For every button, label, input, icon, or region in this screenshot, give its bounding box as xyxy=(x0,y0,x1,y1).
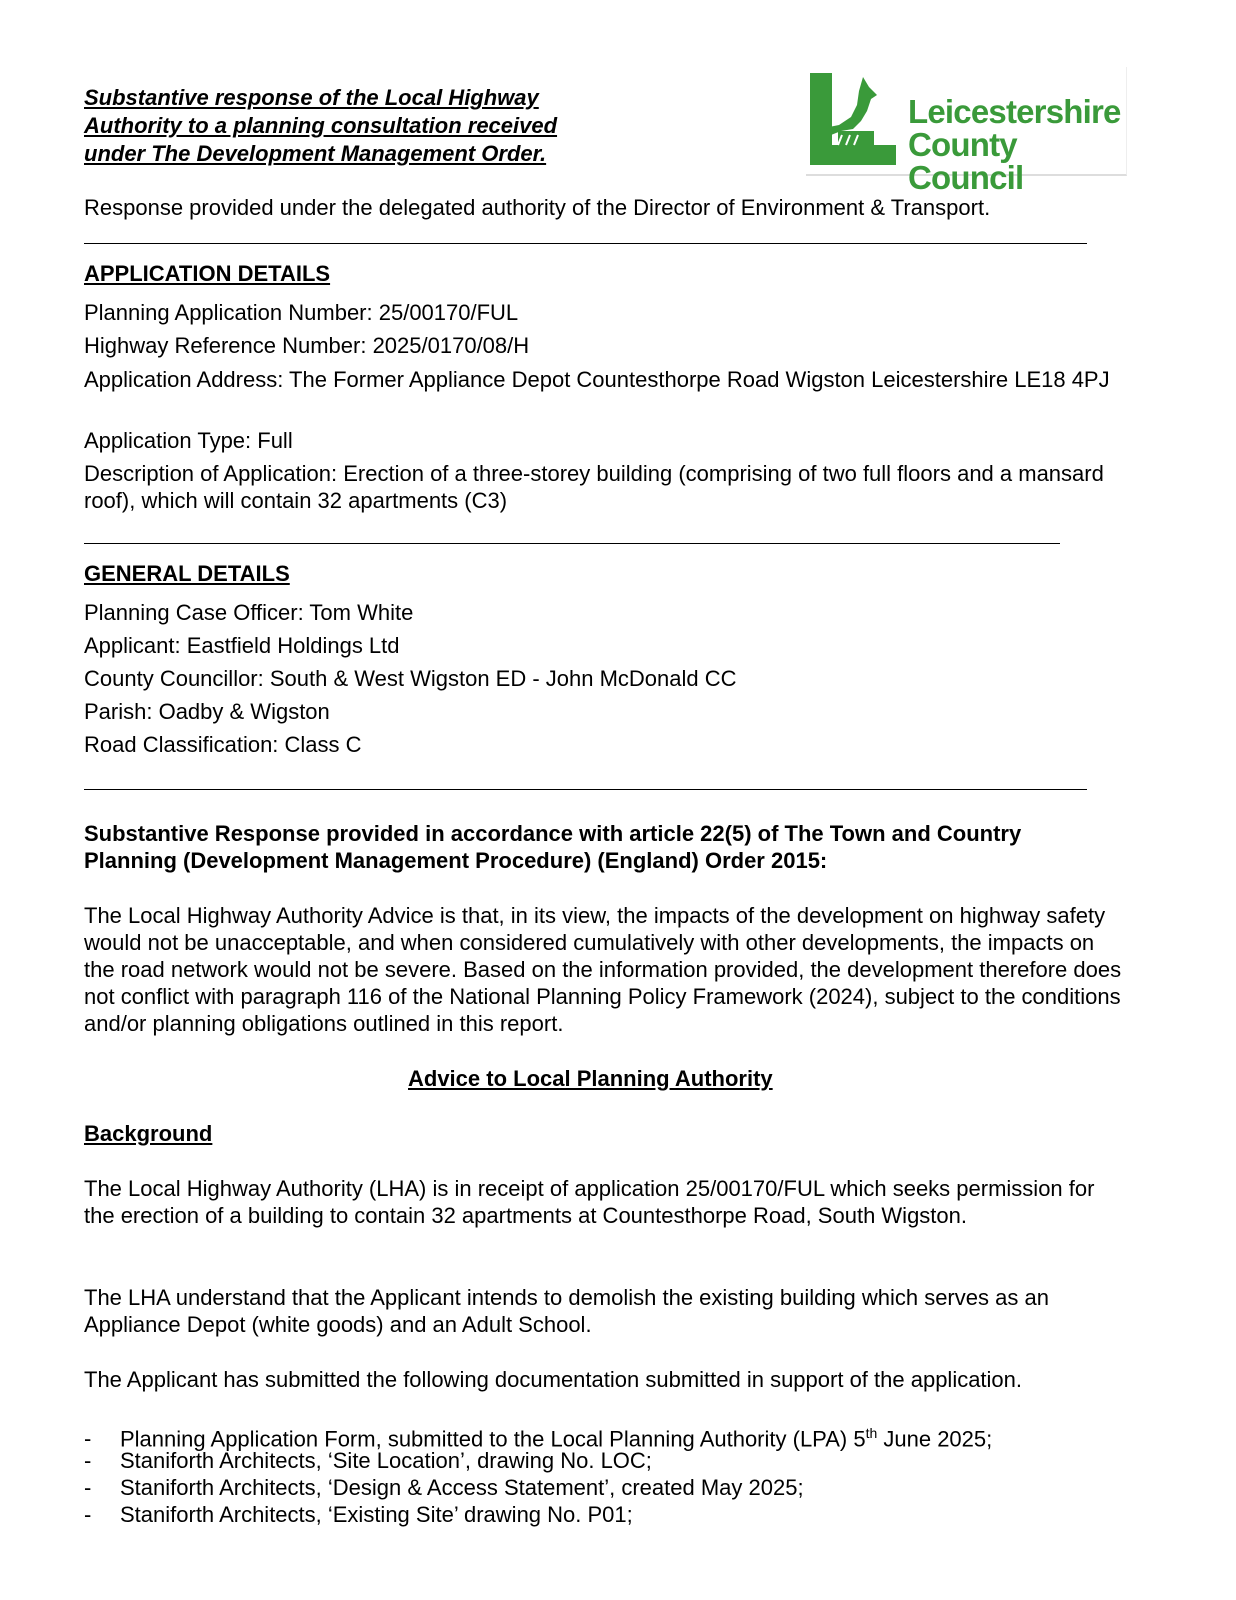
item-text: Staniforth Architects, ‘Existing Site’ drawing No. P01; xyxy=(120,1502,633,1527)
document-list-item xyxy=(84,1474,804,1501)
council-logo xyxy=(806,67,1127,196)
background-heading: Background xyxy=(84,1121,213,1146)
background-paragraph: The Local Highway Authority (LHA) is in receipt of application 25/00170/FUL which seeks permission for the erection of a building to contain 32 apartments at Countesthorpe Road, South Wigston. xyxy=(84,1176,1095,1228)
superscript: th xyxy=(865,1425,878,1441)
title-line: under The Development Management Order. xyxy=(84,141,547,166)
divider xyxy=(84,243,1087,244)
logo-text-line2: County Council xyxy=(908,126,1024,196)
document-list-item xyxy=(84,1501,633,1528)
title-line: Substantive response of the Local Highway xyxy=(84,85,539,110)
advice-heading: Advice to Local Planning Authority xyxy=(408,1066,773,1091)
highway-advice-paragraph: The Local Highway Authority Advice is that, in its view, the impacts of the development on highway safety would not be unacceptable, and when considered cumulatively with other developments, the impacts on the road network would not be severe. Based on the information provided, the development therefore does not conflict with paragraph 116 of the National Planning Policy Framework (2024), subject to the conditions and/or planning obligations outlined in this report. xyxy=(84,903,1122,1036)
bullet-dash: - xyxy=(84,1475,92,1500)
fox-logo-icon xyxy=(808,71,908,171)
document-title xyxy=(84,84,557,168)
case-officer: Planning Case Officer: Tom White xyxy=(84,600,414,625)
highway-reference: Highway Reference Number: 2025/0170/08/H xyxy=(84,333,530,358)
substantive-response-heading: Substantive Response provided in accordance with article 22(5) of The Town and Country Planning (Development Management Procedure) (England) Order 2015: xyxy=(84,821,1022,873)
title-line: Authority to a planning consultation received xyxy=(84,113,558,138)
applicant: Applicant: Eastfield Holdings Ltd xyxy=(84,633,400,658)
road-classification: Road Classification: Class C xyxy=(84,732,362,757)
general-details-heading: GENERAL DETAILS xyxy=(84,561,290,586)
application-number: Planning Application Number: 25/00170/FUL xyxy=(84,300,519,325)
logo-text-line1: Leicestershire xyxy=(908,93,1121,130)
divider xyxy=(84,789,1087,790)
divider xyxy=(84,543,1060,544)
application-address: Application Address: The Former Appliance Depot Countesthorpe Road Wigston Leicestershire LE18 4PJ xyxy=(84,367,1110,392)
item-text: Staniforth Architects, ‘Design & Access Statement’, created May 2025; xyxy=(120,1475,804,1500)
application-type: Application Type: Full xyxy=(84,428,293,453)
demolition-paragraph: The LHA understand that the Applicant intends to demolish the existing building which serves as an Appliance Depot (white goods) and an Adult School. xyxy=(84,1285,1049,1337)
document-list-item xyxy=(84,1447,652,1474)
parish: Parish: Oadby & Wigston xyxy=(84,699,330,724)
delegation-statement: Response provided under the delegated authority of the Director of Environment & Transport. xyxy=(84,195,991,220)
application-description: Description of Application: Erection of a three-storey building (comprising of two full floors and a mansard roof), which will contain 32 apartments (C3) xyxy=(84,461,1104,513)
item-text: Staniforth Architects, ‘Site Location’, drawing No. LOC; xyxy=(120,1448,652,1473)
county-councillor: County Councillor: South & West Wigston ED - John McDonald CC xyxy=(84,666,737,691)
documentation-intro: The Applicant has submitted the following documentation submitted in support of the application. xyxy=(84,1367,1023,1392)
item-text: Planning Application Form, submitted to the Local Planning Authority (LPA) 5 xyxy=(120,1426,866,1452)
item-text: June 2025; xyxy=(877,1426,993,1452)
bullet-dash: - xyxy=(84,1426,92,1452)
bullet-dash: - xyxy=(84,1502,92,1527)
bullet-dash: - xyxy=(84,1448,92,1473)
application-details-heading: APPLICATION DETAILS xyxy=(84,261,331,286)
